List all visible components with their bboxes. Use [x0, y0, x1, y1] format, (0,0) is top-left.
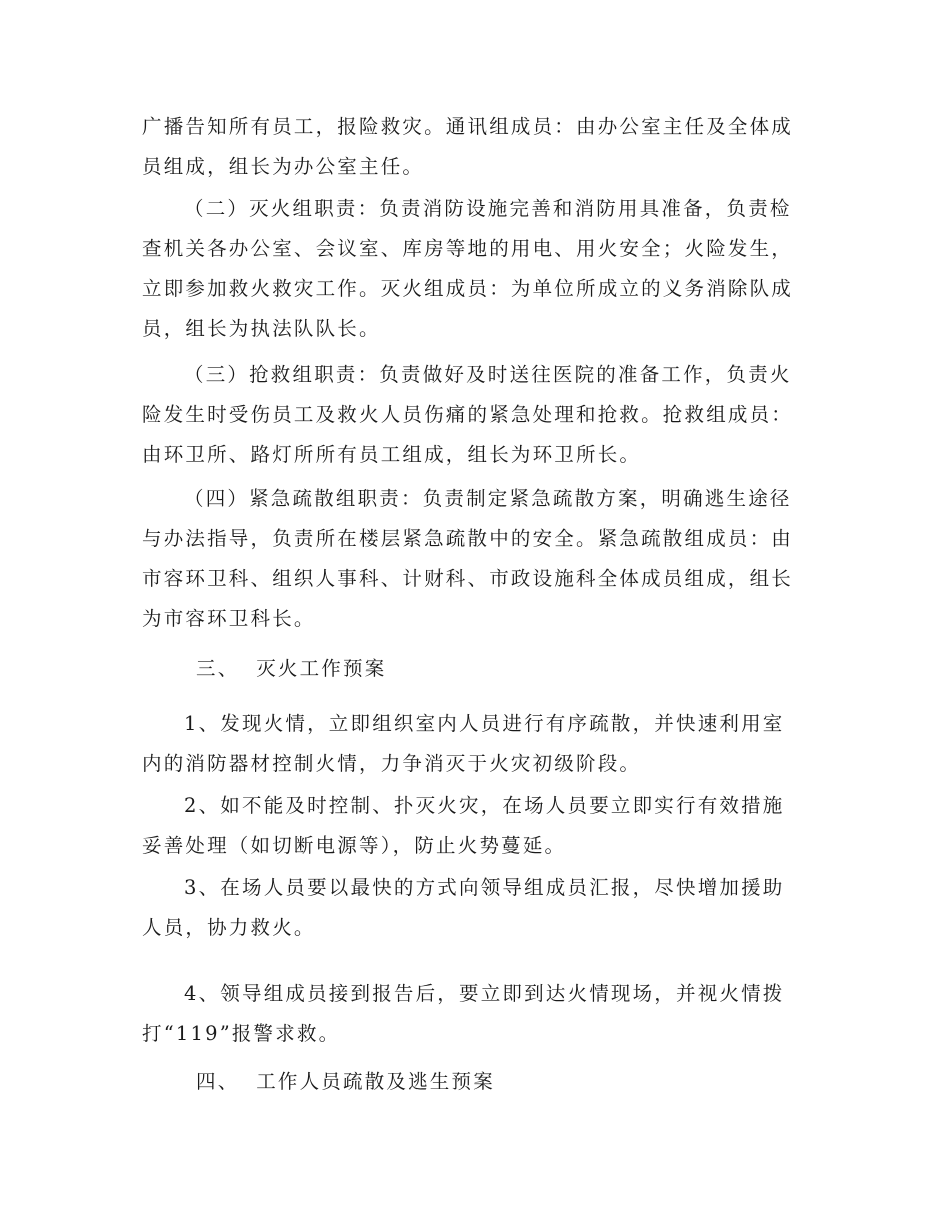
paragraph-firefighting-group: （二）灭火组职责：负责消防设施完善和消防用具准备，负责检查机关各办公室、会议室、库房等地的用电、用火安全；火险发生，立即参加救火救灾工作。灭火组成员：为单位所成立的义务消除队成员，组长为执法队队长。 — [142, 197, 794, 340]
paragraph-step-3: 3、在场人员要以最快的方式向领导组成员汇报，尽快增加援助人员，协力救火。 — [142, 876, 785, 939]
paragraph-step-2: 2、如不能及时控制、扑灭火灾，在场人员要立即实行有效措施妥善处理（如切断电源等），防止火势蔓延。 — [142, 794, 785, 857]
paragraph-rescue-group: （三）抢救组职责：负责做好及时送往医院的准备工作，负责火险发生时受伤员工及救火人员伤痛的紧急处理和抢救。抢救组成员：由环卫所、路灯所所有员工组成，组长为环卫所长。 — [142, 363, 794, 466]
paragraph-step-1: 1、发现火情，立即组织室内人员进行有序疏散，并快速利用室内的消防器材控制火情，力争消灭于火灾初级阶段。 — [142, 712, 785, 775]
section-heading-fire-plan: 三、 灭火工作预案 — [196, 657, 387, 680]
section-heading-evacuation-plan: 四、 工作人员疏散及逃生预案 — [196, 1070, 495, 1093]
paragraph-evacuation-group: （四）紧急疏散组职责：负责制定紧急疏散方案，明确逃生途径与办法指导，负责所在楼层紧急疏散中的安全。紧急疏散组成员：由市容环卫科、组织人事科、计财科、市政设施科全体成员组成，组长为市容环卫科长。 — [142, 487, 794, 630]
paragraph-comm-group: 广播告知所有员工，报险救灾。通讯组成员：由办公室主任及全体成员组成，组长为办公室主任。 — [142, 115, 794, 178]
paragraph-step-4: 4、领导组成员接到报告后，要立即到达火情现场，并视火情拨打“119”报警求救。 — [142, 982, 785, 1045]
